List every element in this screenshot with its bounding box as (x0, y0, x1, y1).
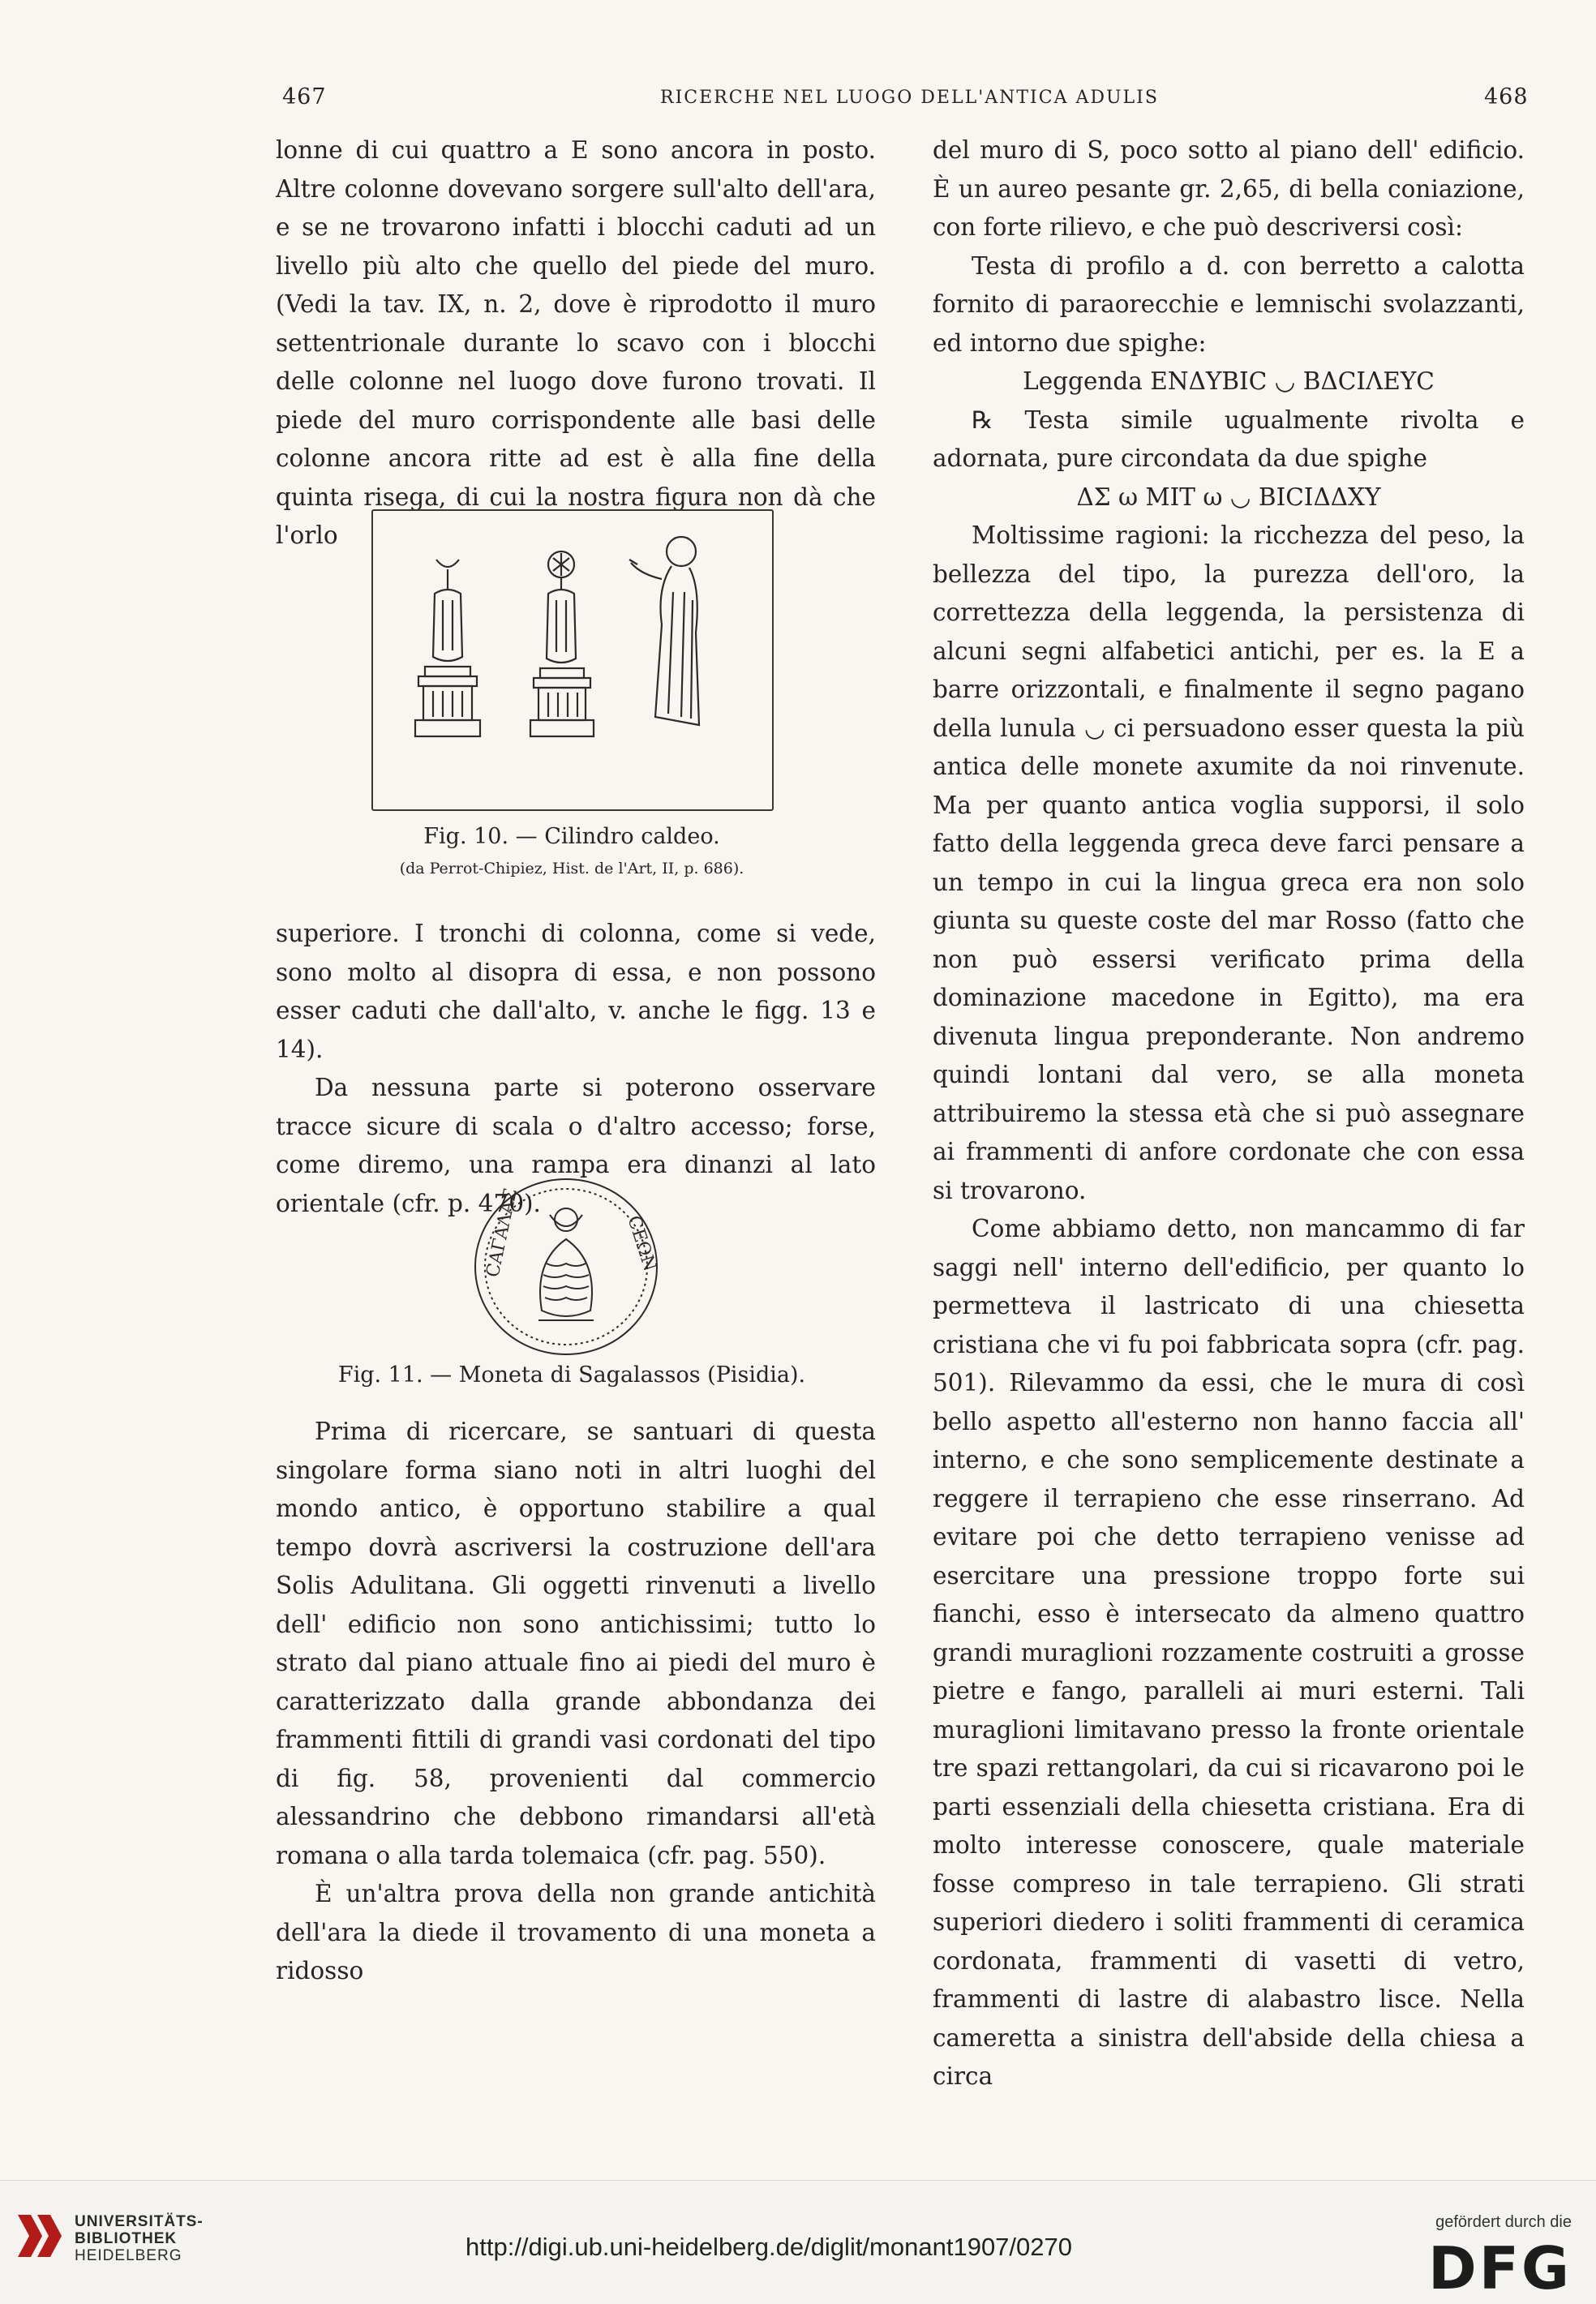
page-number-left: 467 (282, 84, 327, 109)
running-title: RICERCHE NEL LUOGO DELL'ANTICA ADULIS (660, 88, 1159, 108)
paragraph: Come abbiamo detto, non mancammo di far saggi nell' interno dell'edificio, per quanto lo permetteva il lastricato di una chiesetta cristiana che vi fu poi fabbricata sopra (cfr. pag. 501). Rilevammo da essi, che le mura di così bello aspetto all'esterno non hanno faccia all' interno, e che sono semplicemente destinate a reggere il terrapieno che esse rinserrano. Ad evitare poi che detto terrapieno venisse ad esercitare una pressione troppo forte sui fianchi, esso è intersecato da almeno quattro grandi muraglioni rozzamente costruiti a grosse pietre e fango, paralleli ai muri esterni. Tali muraglioni limitavano presso la fronte orientale tre spazi rettangolari, da cui si ricavarono poi le parti essenziali della chiesetta cristiana. Era di molto interesse conoscere, quale materiale fosse compreso in tale terrapieno. Gli strati superiori diedero i soliti frammenti di ceramica cordonata, frammenti di vasetti di vetro, frammenti di lastre di alabastro lisce. Nella cameretta a sinistra dell'abside della chiesa a circa (933, 1215, 1525, 2090)
paragraph: lonne di cui quattro a E sono ancora in posto. Altre colonne dovevano sorgere sull'alto dell'ara, e se ne trovarono infatti i blocchi caduti ad un livello più alto che quello del piede del muro. (Vedi la tav. IX, n. 2, dove è riprodotto il muro settentrionale durante lo scavo con i blocchi delle colonne nel luogo dove furono trovati. Il piede del muro corrispondente alle basi delle colonne ancora ritte ad est è alla fine della quinta risega, di cui la nostra figura non dà che l'orlo (276, 136, 876, 549)
library-name: UNIVERSITÄTS- BIBLIOTHEK HEIDELBERG (75, 2213, 204, 2264)
paragraph: Testa di profilo a d. con berretto a calotta fornito di paraorecchie e lemnischi svolazzanti, ed intorno due spighe: (933, 251, 1525, 357)
figure-10-caption: Fig. 10. — Cilindro caldeo. (423, 824, 720, 849)
paragraph: Da nessuna parte si poterono osservare tracce sicure di scala o d'altro accesso; forse, come diremo, una rampa era dinanzi al lato orientale (cfr. p. 470). (276, 1074, 876, 1217)
paragraph: È un'altra prova della non grande antichità dell'ara la diede il trovamento di una moneta a ridosso (276, 1880, 876, 1984)
dfg-logo: DFG (1427, 2234, 1572, 2302)
page-number-right: 468 (1484, 84, 1529, 109)
right-column (933, 131, 1525, 2096)
coin-legend-left: CΑΓΑΛΑΣ (483, 1186, 521, 1280)
sagalassos-coin-illustration (469, 1173, 663, 1361)
paragraph: del muro di S, poco sotto al piano dell' edificio. È un aureo pesante gr. 2,65, di bella coniazione, con forte rilievo, e che può descriversi così: (933, 136, 1525, 241)
coin-legend-obverse: Leggenda ΕΝΔΥΒΙϹ ◡ ΒΔϹΙΛΕΥϹ (1023, 367, 1435, 395)
left-column-bottom (276, 1413, 876, 1991)
university-library-logo (15, 2208, 66, 2265)
paragraph: superiore. I tronchi di colonna, come si vede, sono molto al disopra di essa, e non possono esser caduti che dall'alto, v. anche le figg. 13 e 14). (276, 920, 876, 1063)
paragraph: Moltissime ragioni: la ricchezza del peso, la bellezza del tipo, la purezza dell'oro, la correttezza della leggenda, la persistenza di alcuni segni alfabetici antichi, per es. la E a barre orizzontali, e finalmente il segno pagano della lunula ◡ ci persuadono esser questa la più antica delle monete axumite da noi rinvenute. Ma per quanto antica voglia supporsi, il solo fatto della leggenda greca deve farci pensare a un tempo in cui la lingua greca era non solo giunta su queste coste del mar Rosso (fatto che non può essersi verificato prima della dominazione macedone in Egitto), ma era divenuta lingua preponderante. Non andremo quindi lontani dal vero, se alla moneta attribuiremo la stessa età che si può assegnare ai frammenti di anfore cordonate che con essa si trovarono. (933, 521, 1525, 1204)
figure-10-frame (371, 509, 774, 811)
cylinder-seal-illustration (373, 511, 772, 809)
funding-note: gefördert durch die (1435, 2213, 1572, 2231)
coin-legend-right: CΕΩΝ (623, 1213, 660, 1274)
figure-11-caption: Fig. 11. — Moneta di Sagalassos (Pisidia). (337, 1362, 806, 1388)
source-url-link[interactable]: http://digi.ub.uni-heidelberg.de/diglit/monant1907/0270 (466, 2233, 1072, 2261)
coin-legend-reverse: ΔΣ ω ΜΙΤ ω ◡ ΒΙϹΙΔΔΧΥ (1076, 483, 1381, 511)
left-column-top (276, 131, 876, 556)
paragraph: ℞ Testa simile ugualmente rivolta e adornata, pure circondata da due spighe (933, 405, 1525, 472)
paragraph: Prima di ricercare, se santuari di questa singolare forma siano noti in altri luoghi del mondo antico, è opportuno stabilire a qual tempo dovrà ascriversi la costruzione dell'ara Solis Adulitana. Gli oggetti rinvenuti a livello dell' edificio non sono antichissimi; tutto lo strato dal piano attuale fino ai piedi del muro è caratterizzato dalla grande abbondanza dei frammenti fittili di grandi vasi cordonati del tipo di fig. 58, provenienti dal commercio alessandrino che debbono rimandarsi all'età romana o alla tarda tolemaica (cfr. pag. 550). (276, 1418, 876, 1869)
figure-10-source: (da Perrot-Chipiez, Hist. de l'Art, II, p. 686). (399, 860, 744, 877)
digitization-footer (0, 2180, 1596, 2304)
